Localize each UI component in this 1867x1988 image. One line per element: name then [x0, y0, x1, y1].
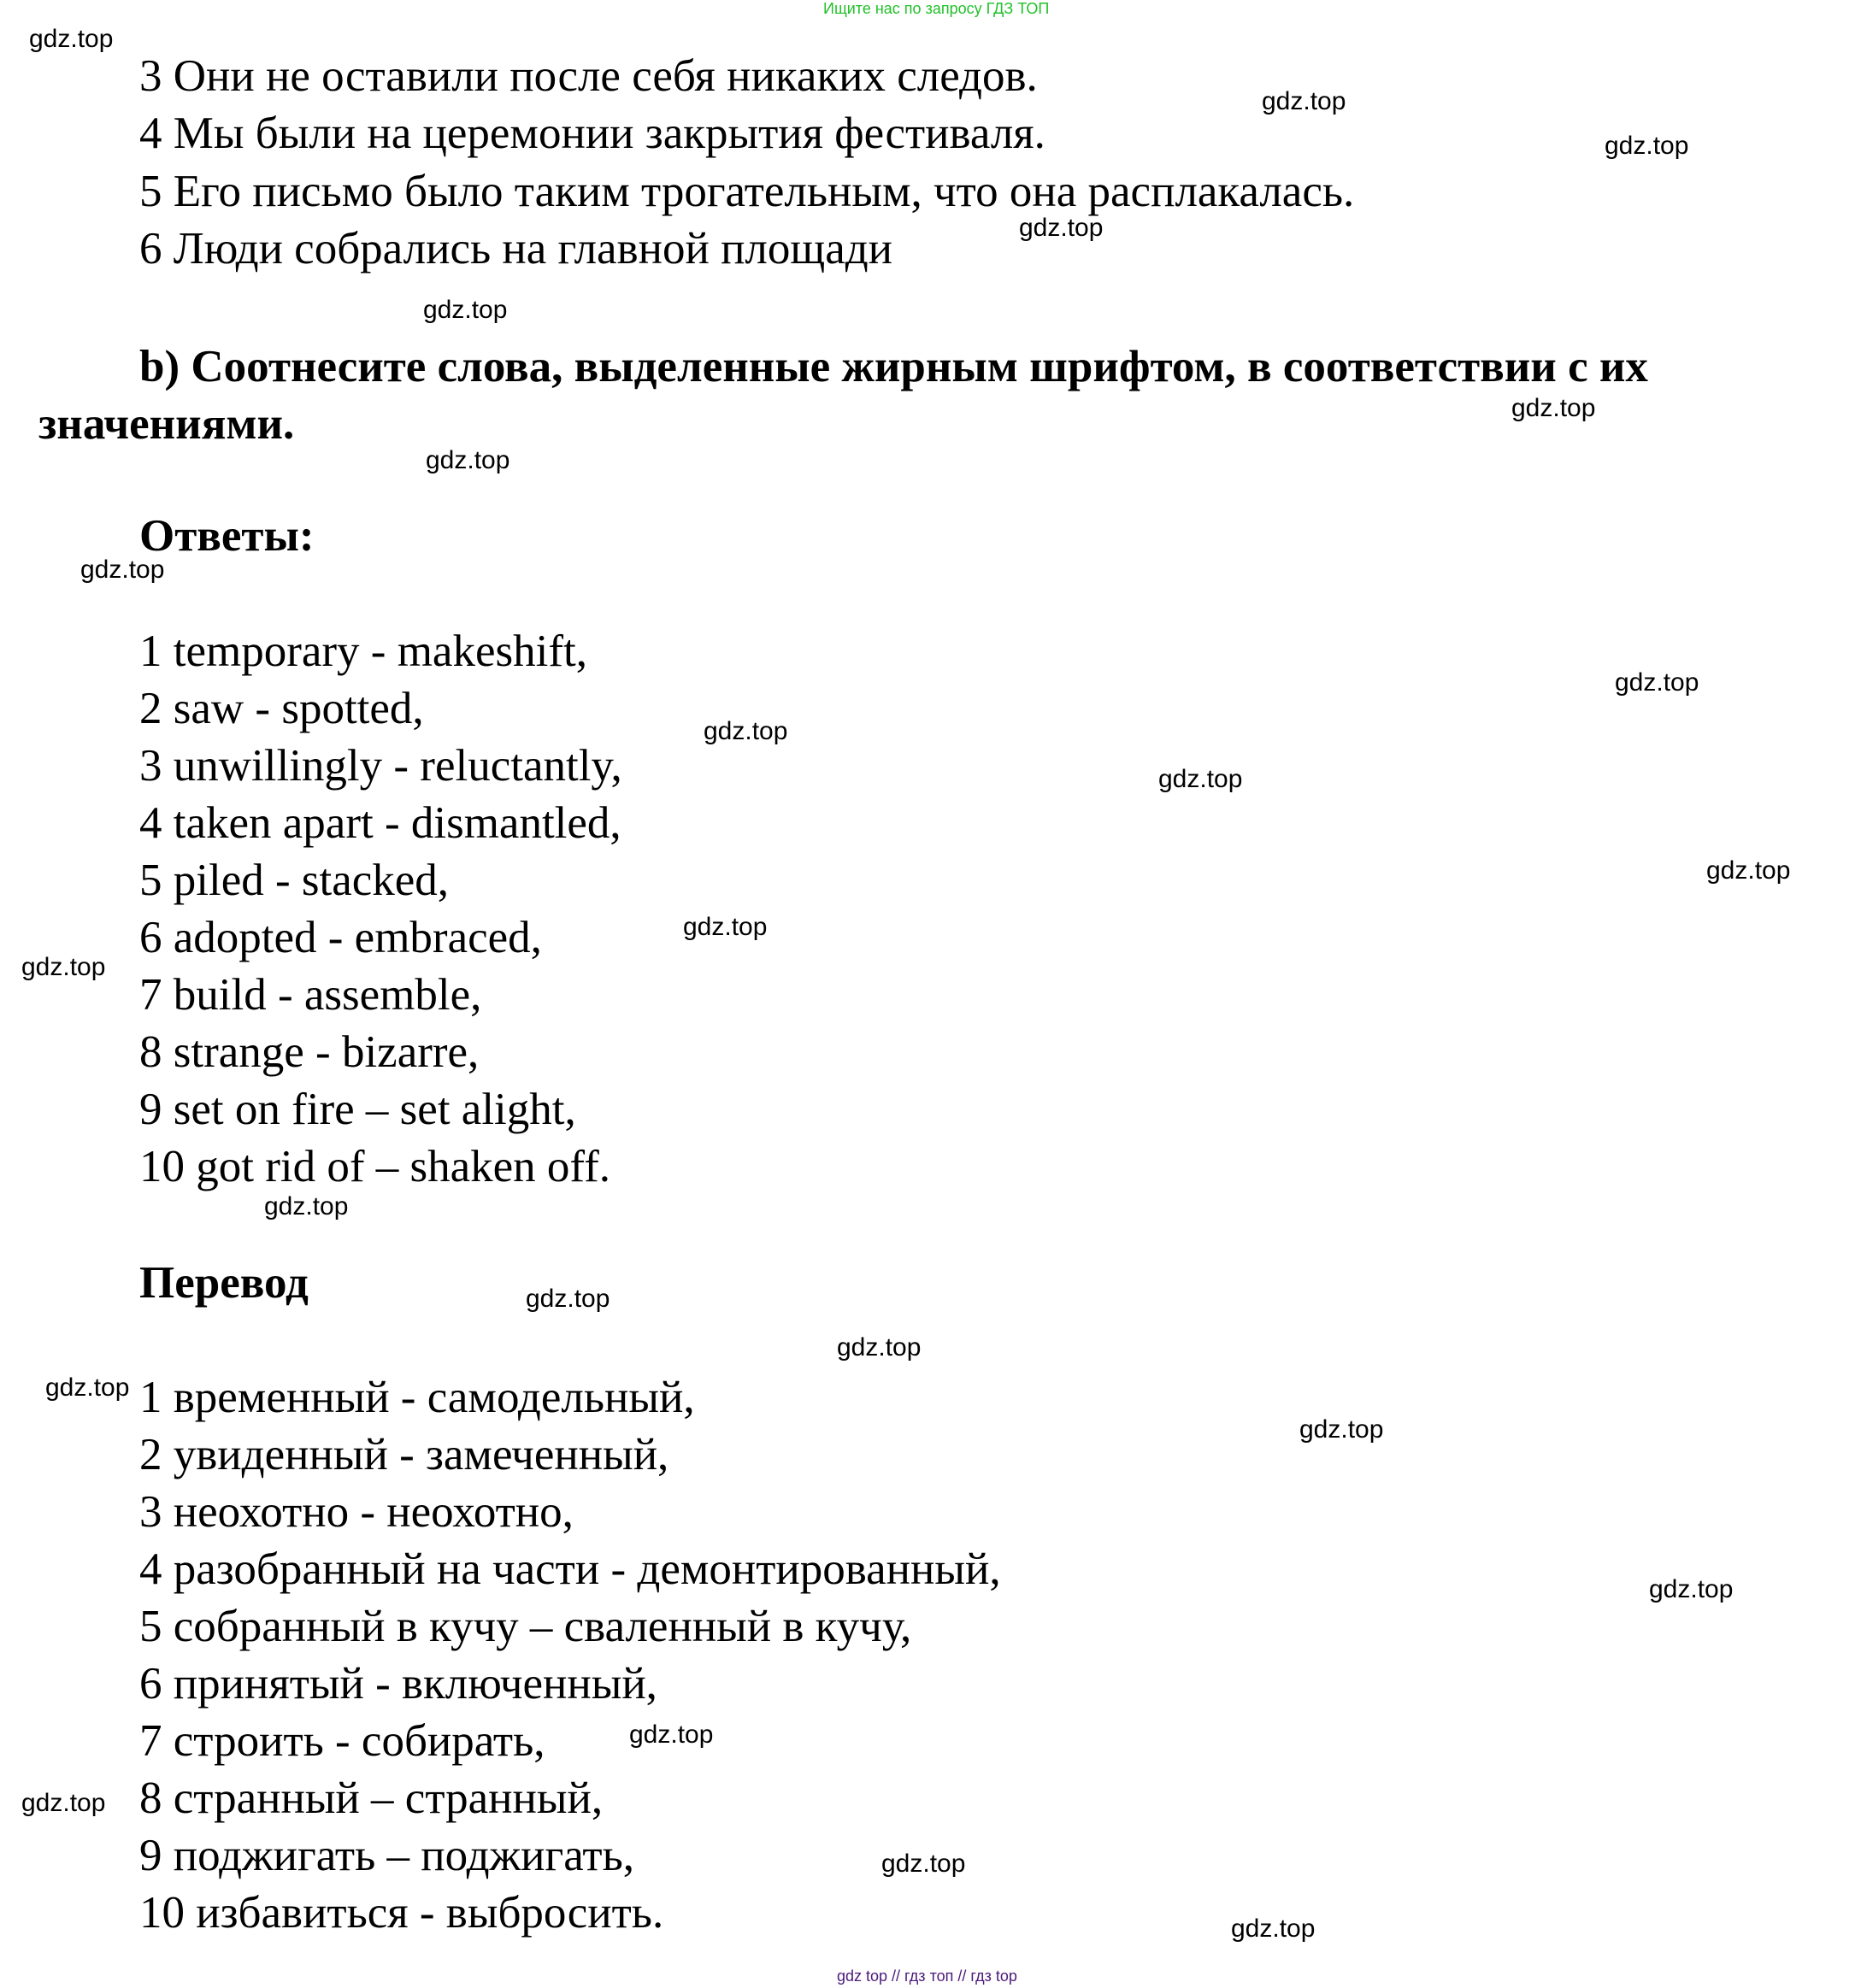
watermark: gdz.top — [264, 1192, 349, 1220]
watermark: gdz.top — [21, 953, 106, 981]
translation-item: 5 собранный в кучу – сваленный в кучу, — [139, 1602, 912, 1651]
translation-heading: Перевод — [139, 1258, 309, 1308]
watermark: gdz.top — [1511, 394, 1596, 422]
watermark: gdz.top — [1158, 765, 1243, 793]
answer-item: 1 temporary - makeshift, — [139, 626, 587, 676]
watermark: gdz.top — [1649, 1575, 1734, 1603]
watermark: gdz.top — [1019, 214, 1104, 242]
translation-item: 3 неохотно - неохотно, — [139, 1487, 574, 1537]
watermark: gdz.top — [526, 1285, 610, 1313]
watermark: gdz.top — [1262, 87, 1346, 115]
answer-item: 10 got rid of – shaken off. — [139, 1142, 611, 1191]
answer-item: 5 piled - stacked, — [139, 856, 450, 905]
answer-item: 2 saw - spotted, — [139, 684, 424, 733]
watermark: gdz.top — [29, 25, 114, 53]
translations-list — [139, 1369, 1001, 1942]
answer-item: 8 strange - bizarre, — [139, 1027, 480, 1077]
task-b-heading: b) Соотнесите слова, выделенные жирным шрифтом, в соответствии с их значениями. — [38, 342, 1648, 449]
answer-item: 6 adopted - embraced, — [139, 913, 542, 962]
sentence: 3 Они не оставили после себя никаких следов. — [139, 51, 1038, 101]
watermark: gdz.top — [21, 1789, 106, 1817]
sentence: 4 Мы были на церемонии закрытия фестиваля. — [139, 109, 1045, 158]
watermark: gdz.top — [1231, 1914, 1316, 1943]
watermark: gdz.top — [45, 1373, 130, 1402]
watermark: gdz.top — [837, 1333, 922, 1362]
answers-list — [139, 623, 622, 1196]
translation-item: 9 поджигать – поджигать, — [139, 1831, 635, 1880]
watermark: gdz.top — [1615, 668, 1699, 697]
translation-item: 10 избавиться - выбросить. — [139, 1888, 664, 1938]
sentence: 6 Люди собрались на главной площади — [139, 224, 893, 273]
watermark: gdz.top — [426, 446, 510, 474]
answer-item: 7 build - assemble, — [139, 970, 482, 1020]
translation-item: 4 разобранный на части - демонтированный, — [139, 1544, 1001, 1594]
watermark: gdz.top — [683, 913, 768, 941]
footer-note: gdz top // гдз топ // гдз top — [837, 1967, 1017, 1985]
translation-item: 6 принятый - включенный, — [139, 1659, 657, 1709]
watermark: gdz.top — [629, 1720, 714, 1749]
translation-item: 8 странный – странный, — [139, 1773, 604, 1823]
translation-item: 2 увиденный - замеченный, — [139, 1430, 669, 1479]
watermark: gdz.top — [1706, 856, 1791, 885]
answers-heading: Ответы: — [139, 511, 315, 561]
sentence: 5 Его письмо было таким трогательным, что она расплакалась. — [139, 167, 1355, 216]
header-note: Ищите нас по запросу ГДЗ ТОП — [823, 0, 1050, 17]
watermark: gdz.top — [80, 556, 165, 584]
watermark: gdz.top — [1299, 1415, 1384, 1444]
watermark: gdz.top — [704, 717, 788, 745]
answer-item: 4 taken apart - dismantled, — [139, 798, 621, 848]
watermark: gdz.top — [881, 1850, 966, 1878]
answer-item: 9 set on fire – set alight, — [139, 1085, 576, 1134]
watermark: gdz.top — [423, 296, 508, 324]
translation-item: 1 временный - самодельный, — [139, 1373, 695, 1422]
answer-item: 3 unwillingly - reluctantly, — [139, 741, 622, 791]
translation-item: 7 строить - собирать, — [139, 1716, 545, 1766]
watermark: gdz.top — [1605, 132, 1689, 160]
